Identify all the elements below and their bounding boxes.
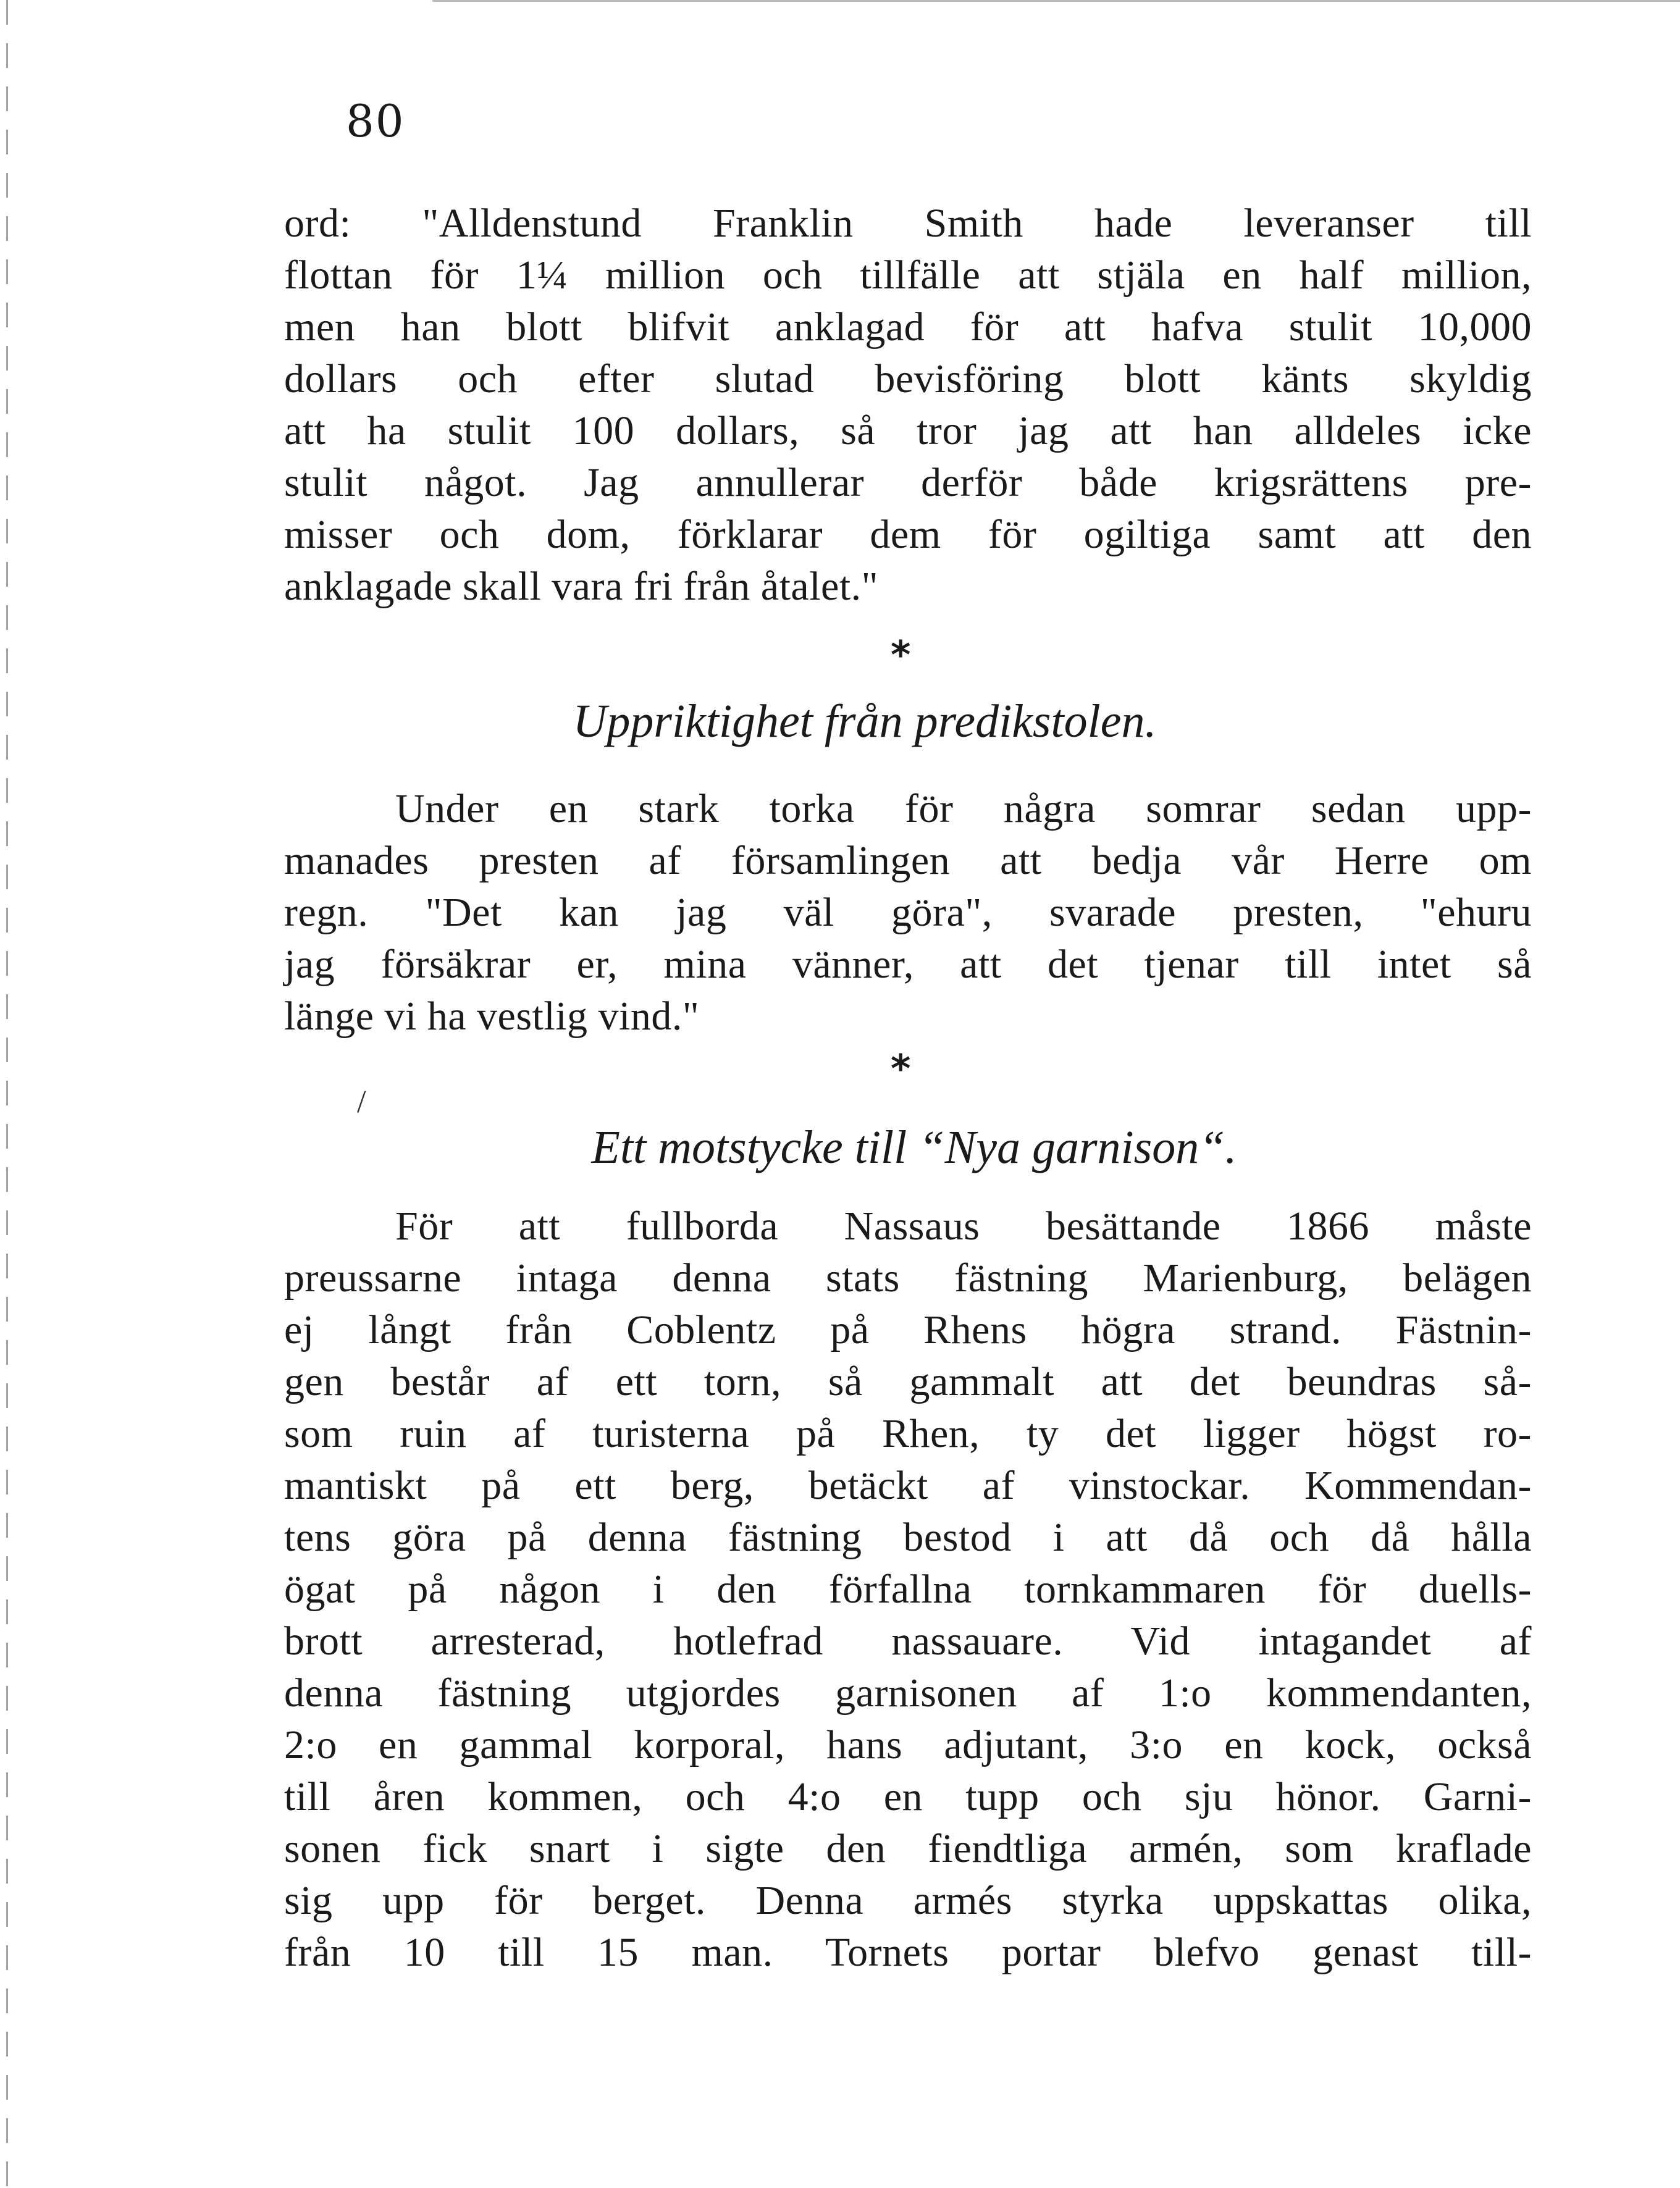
text-line: preussarne intaga denna stats fästning Marienburg, belägen <box>284 1255 1532 1301</box>
text-line: denna fästning utgjordes garnisonen af 1:o kommendanten, <box>284 1670 1532 1716</box>
text-line: regn. "Det kan jag väl göra", svarade presten, "ehuru <box>284 890 1532 935</box>
section-heading: Uppriktighet från predikstolen. <box>573 695 1157 747</box>
text-line: ord: "Alldenstund Franklin Smith hade leveranser till <box>284 201 1532 246</box>
text-line: flottan för 1¼ million och tillfälle att stjäla en half million, <box>284 253 1532 298</box>
text-line: från 10 till 15 man. Tornets portar blefvo genast till- <box>284 1930 1532 1975</box>
text-line: länge vi ha vestlig vind." <box>284 994 700 1039</box>
paragraph-1 <box>284 198 1532 613</box>
section-heading: Ett motstycke till “Nya garnison“. <box>591 1121 1237 1173</box>
text-line: jag försäkrar er, mina vänner, att det tjenar till intet så <box>284 942 1532 987</box>
text-line: sig upp för berget. Denna armés styrka uppskattas olika, <box>284 1878 1532 1923</box>
text-line: anklagade skall vara fri från åtalet." <box>284 564 879 609</box>
text-line: som ruin af turisterna på Rhen, ty det ligger högst ro- <box>284 1411 1532 1456</box>
paragraph-3 <box>284 1201 1532 1979</box>
separator-asterisk: * <box>891 632 911 677</box>
stray-pen-mark: / <box>357 1084 366 1120</box>
text-line: brott arresterad, hotlefrad nassauare. Vid intagandet af <box>284 1619 1532 1664</box>
text-line: För att fullborda Nassaus besättande 1866 måste <box>395 1204 1532 1249</box>
text-line: 2:o en gammal korporal, hans adjutant, 3:o en kock, också <box>284 1722 1532 1767</box>
text-line: ögat på någon i den förfallna tornkammaren för duells- <box>284 1567 1532 1612</box>
text-line: gen består af ett torn, så gammalt att det beundras så- <box>284 1359 1532 1404</box>
text-line: misser och dom, förklarar dem för ogiltiga samt att den <box>284 512 1532 557</box>
text-line: mantiskt på ett berg, betäckt af vinstockar. Kommendan- <box>284 1463 1532 1508</box>
text-line: tens göra på denna fästning bestod i att då och då hålla <box>284 1515 1532 1560</box>
text-line: ej långt från Coblentz på Rhens högra strand. Fästnin- <box>284 1307 1532 1352</box>
paragraph-2 <box>284 783 1532 1042</box>
separator-asterisk: * <box>891 1046 911 1091</box>
text-line: Under en stark torka för några somrar sedan upp- <box>395 786 1532 831</box>
text-line: till åren kommen, och 4:o en tupp och sju hönor. Garni- <box>284 1774 1532 1819</box>
page-number: 80 <box>346 95 405 147</box>
scan-edge-top <box>432 0 1680 2</box>
text-line: dollars och efter slutad bevisföring blott känts skyldig <box>284 356 1532 401</box>
text-line: men han blott blifvit anklagad för att hafva stulit 10,000 <box>284 304 1532 350</box>
scan-edge-left <box>6 0 8 2188</box>
text-line: stulit något. Jag annullerar derför både krigsrättens pre- <box>284 460 1532 505</box>
text-line: sonen fick snart i sigte den fiendtliga armén, som kraflade <box>284 1826 1532 1871</box>
text-line: manades presten af församlingen att bedja vår Herre om <box>284 838 1532 883</box>
text-line: att ha stulit 100 dollars, så tror jag att han alldeles icke <box>284 408 1532 453</box>
